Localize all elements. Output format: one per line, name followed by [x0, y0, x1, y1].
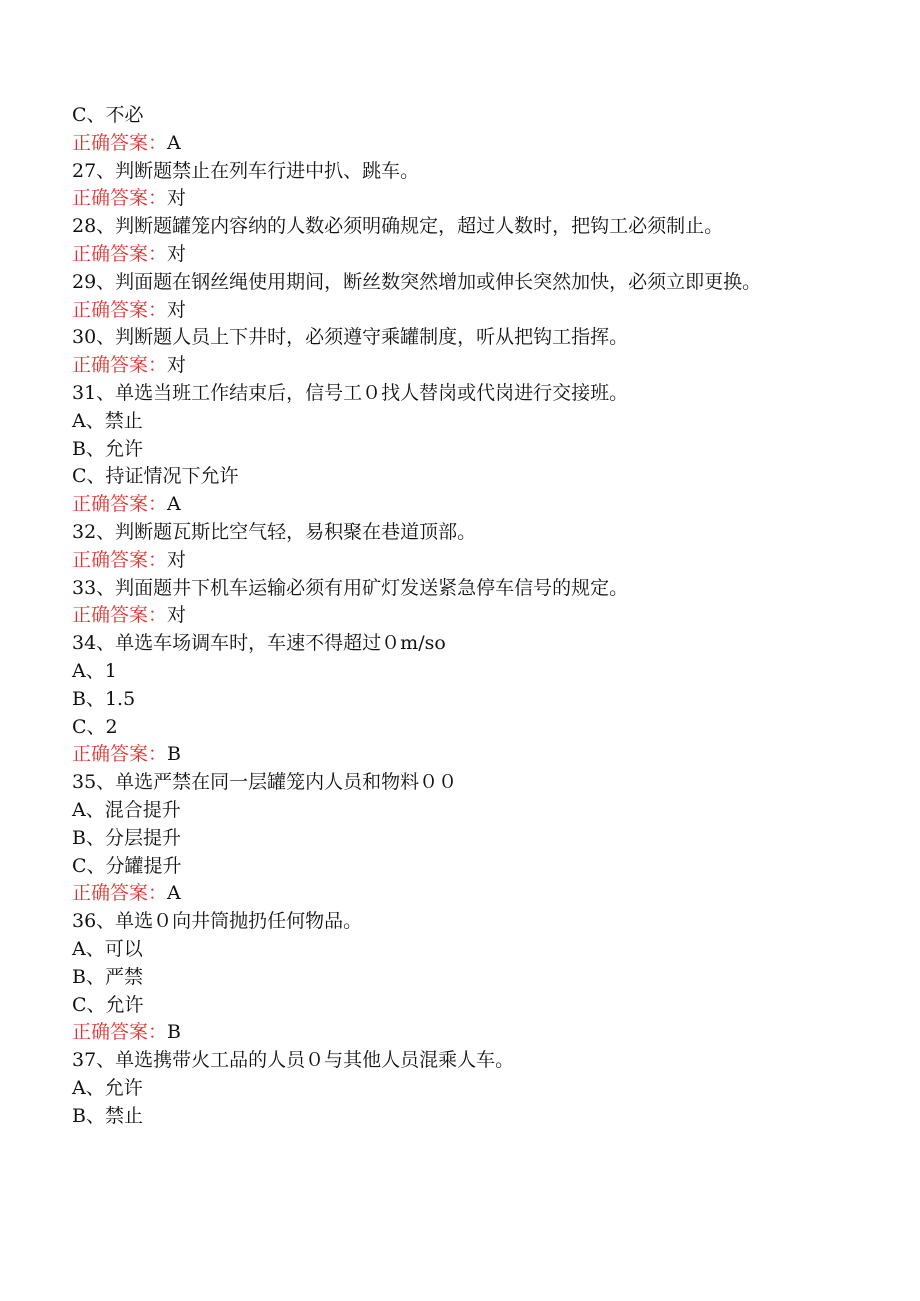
- answer-label: 正确答案：: [72, 493, 168, 516]
- question-line: 34、单选车场调车时，车速不得超过０m/so: [72, 632, 446, 655]
- question-line: 33、判面题井下机车运输必须有用矿灯发送紧急停车信号的规定。: [72, 576, 629, 599]
- answer-value: 对: [167, 187, 187, 210]
- answer-line: [72, 1019, 832, 1047]
- answer-label: 正确答案：: [72, 548, 168, 571]
- answer-value: 对: [167, 298, 187, 321]
- option-line: A、1: [72, 659, 117, 682]
- option-line: A、混合提升: [72, 798, 181, 821]
- answer-value: 对: [167, 604, 187, 627]
- answer-value: A: [167, 882, 181, 905]
- answer-label: 正确答案：: [72, 354, 168, 377]
- answer-value: A: [167, 493, 181, 516]
- question-line: 36、单选０向井筒抛扔任何物品。: [72, 910, 363, 933]
- answer-line: [72, 185, 832, 213]
- answer-line: [72, 547, 832, 575]
- option-line: B、分层提升: [72, 826, 181, 849]
- option-line: C、允许: [72, 993, 144, 1016]
- answer-value: 对: [167, 548, 187, 571]
- answer-label: 正确答案：: [72, 298, 168, 321]
- answer-line: [72, 880, 832, 908]
- option-line: C、不必: [72, 104, 144, 126]
- answer-value: B: [167, 1021, 181, 1044]
- option-line: A、可以: [72, 937, 143, 960]
- answer-label: 正确答案：: [72, 604, 168, 627]
- answer-value: B: [167, 743, 181, 766]
- question-line: 31、单选当班工作结束后，信号工０找人替岗或代岗进行交接班。: [72, 381, 629, 404]
- answer-label: 正确答案：: [72, 131, 168, 154]
- question-line: 27、判断题禁止在列车行进中扒、跳车。: [72, 159, 420, 182]
- option-line: B、严禁: [72, 965, 143, 988]
- option-line: C、分罐提升: [72, 854, 182, 877]
- option-line: B、1.5: [72, 687, 136, 710]
- answer-line: [72, 741, 832, 769]
- answer-line: [72, 297, 832, 325]
- document-body: [72, 102, 832, 1130]
- question-line: 35、单选严禁在同一层罐笼内人员和物料００: [72, 771, 458, 794]
- answer-label: 正确答案：: [72, 242, 168, 265]
- option-line: A、允许: [72, 1076, 143, 1099]
- answer-value: 对: [167, 354, 187, 377]
- question-line: 32、判断题瓦斯比空气轻，易积聚在巷道顶部。: [72, 520, 477, 543]
- answer-line: [72, 491, 832, 519]
- option-line: B、允许: [72, 437, 143, 460]
- answer-line: [72, 602, 832, 630]
- option-line: C、持证情况下允许: [72, 465, 239, 488]
- question-line: 30、判断题人员上下井时，必须遵守乘罐制度，听从把钩工指挥。: [72, 326, 629, 349]
- option-line: B、禁止: [72, 1104, 143, 1127]
- answer-line: [72, 241, 832, 269]
- answer-line: [72, 352, 832, 380]
- answer-label: 正确答案：: [72, 743, 168, 766]
- question-line: 29、判面题在钢丝绳使用期间，断丝数突然增加或伸长突然加快，必须立即更换。: [72, 270, 762, 293]
- question-line: 37、单选携带火工品的人员０与其他人员混乘人车。: [72, 1049, 515, 1072]
- answer-label: 正确答案：: [72, 187, 168, 210]
- answer-line: [72, 130, 832, 158]
- answer-label: 正确答案：: [72, 1021, 168, 1044]
- option-line: C、2: [72, 715, 118, 738]
- question-line: 28、判断题罐笼内容纳的人数必须明确规定，超过人数时，把钩工必须制止。: [72, 215, 724, 238]
- option-line: A、禁止: [72, 409, 143, 432]
- answer-value: 对: [167, 242, 187, 265]
- answer-label: 正确答案：: [72, 882, 168, 905]
- answer-value: A: [167, 131, 181, 154]
